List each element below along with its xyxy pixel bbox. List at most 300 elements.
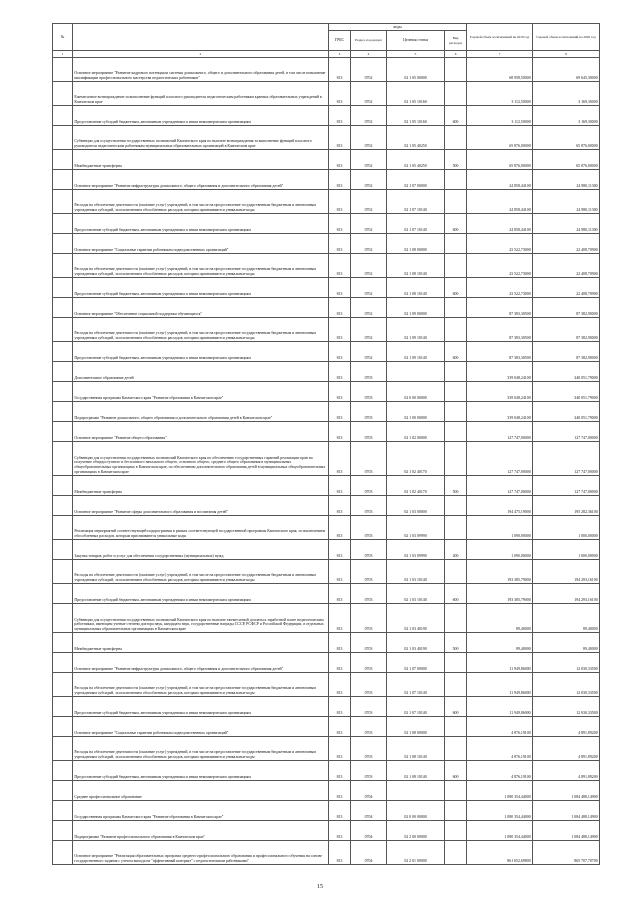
row-celevaya-cell: 02 1 08 00000 bbox=[387, 233, 445, 253]
table-row bbox=[53, 277, 600, 297]
row-volume-2019-cell: 87 383,30500 bbox=[467, 341, 533, 361]
row-name-cell: Расходы на обеспечение деятельности (оказание услуг) учреждений, в том числе на предоставление государственным бюджетным и автономным учреждениям субсидий, за исключением обособленных расходов, которым присваиваются уникальные коды bbox=[73, 189, 329, 213]
table-row bbox=[53, 149, 600, 169]
row-volume-2019-cell: 24 858,44100 bbox=[467, 169, 533, 189]
row-vid-cell: 600 bbox=[445, 213, 467, 233]
row-name-cell: Предоставление субсидий бюджетным, автономным учреждениям и иным некоммерческим организациям bbox=[73, 277, 329, 297]
column-index-row bbox=[53, 51, 600, 58]
row-razdel-cell: 0702 bbox=[351, 233, 387, 253]
row-celevaya-cell bbox=[387, 362, 445, 382]
row-number-cell bbox=[53, 402, 73, 422]
row-celevaya-cell: 02 1 07 10140 bbox=[387, 697, 445, 717]
row-razdel-cell: 0703 bbox=[351, 422, 387, 442]
row-celevaya-cell: 02 1 03 10140 bbox=[387, 560, 445, 584]
header-celevaya: Целевая статья bbox=[387, 31, 445, 51]
row-razdel-cell: 0704 bbox=[351, 781, 387, 801]
row-volume-2020-cell: 3 169,30000 bbox=[533, 81, 600, 105]
row-name-cell: Реализация мероприятий соответствующей подпрограммы в рамках соответствующей государственной программы Камчатского края, за исключением обособленных расходов, которым присваиваются уникальные коды bbox=[73, 516, 329, 540]
index-cell: 5 bbox=[387, 51, 445, 58]
row-volume-2020-cell: 12 030,33500 bbox=[533, 697, 600, 717]
row-number-cell bbox=[53, 781, 73, 801]
table-row bbox=[53, 841, 600, 865]
row-vid-cell bbox=[445, 297, 467, 317]
row-vid-cell bbox=[445, 821, 467, 841]
row-volume-2020-cell: 1 084 488,14900 bbox=[533, 821, 600, 841]
row-vid-cell bbox=[445, 317, 467, 341]
row-volume-2019-cell: 194 475,19000 bbox=[467, 496, 533, 516]
row-volume-2020-cell: 89,40000 bbox=[533, 633, 600, 653]
row-volume-2020-cell: 65 876,00000 bbox=[533, 125, 600, 149]
row-name-cell: Предоставление субсидий бюджетным, автономным учреждениям и иным некоммерческим организациям bbox=[73, 213, 329, 233]
row-vid-cell: 600 bbox=[445, 697, 467, 717]
row-vid-cell bbox=[445, 604, 467, 633]
header-vid: Вид расходов bbox=[445, 31, 467, 51]
row-number-cell bbox=[53, 821, 73, 841]
row-celevaya-cell: 02 1 07 10140 bbox=[387, 213, 445, 233]
row-volume-2020-cell: 127 747,00000 bbox=[533, 422, 600, 442]
row-vid-cell bbox=[445, 496, 467, 516]
row-number-cell bbox=[53, 442, 73, 476]
row-number-cell bbox=[53, 422, 73, 442]
row-name-cell: Государственная программа Камчатского края "Развитие образования в Камчатском крае" bbox=[73, 382, 329, 402]
row-celevaya-cell: 02 1 09 10140 bbox=[387, 317, 445, 341]
row-name-cell: Межбюджетные трансферты bbox=[73, 476, 329, 496]
row-vid-cell bbox=[445, 81, 467, 105]
row-number-cell bbox=[53, 169, 73, 189]
row-volume-2020-cell: 12 030,33500 bbox=[533, 653, 600, 673]
index-cell: 1 bbox=[53, 51, 73, 58]
row-volume-2020-cell: 1 084 488,14900 bbox=[533, 781, 600, 801]
table-row bbox=[53, 362, 600, 382]
row-celevaya-cell: 02 1 03 40190 bbox=[387, 633, 445, 653]
budget-rows bbox=[53, 57, 600, 865]
row-volume-2020-cell: 12 030,33500 bbox=[533, 673, 600, 697]
row-volume-2019-cell: 1 090,00000 bbox=[467, 540, 533, 560]
row-name-cell: Расходы на обеспечение деятельности (оказание услуг) учреждений, в том числе на предоставление государственным бюджетным и автономным учреждениям субсидий, за исключением обособленных расходов, которым присваиваются уникальные коды bbox=[73, 253, 329, 277]
row-celevaya-cell: 02 1 05 40250 bbox=[387, 149, 445, 169]
row-number-cell bbox=[53, 540, 73, 560]
row-razdel-cell: 0703 bbox=[351, 633, 387, 653]
row-grbs-cell: 813 bbox=[329, 560, 351, 584]
index-cell: 2 bbox=[73, 51, 329, 58]
row-grbs-cell: 813 bbox=[329, 633, 351, 653]
row-razdel-cell: 0703 bbox=[351, 516, 387, 540]
row-number-cell bbox=[53, 717, 73, 737]
row-grbs-cell: 813 bbox=[329, 476, 351, 496]
row-razdel-cell: 0702 bbox=[351, 213, 387, 233]
table-row bbox=[53, 169, 600, 189]
header-grbs: ГРБС bbox=[329, 31, 351, 51]
row-name-cell: Подпрограмма "Развитие профессионального образования в Камчатском крае" bbox=[73, 821, 329, 841]
row-vid-cell bbox=[445, 189, 467, 213]
row-number-cell bbox=[53, 761, 73, 781]
row-volume-2019-cell: 24 858,44100 bbox=[467, 213, 533, 233]
page-number: 15 bbox=[317, 884, 323, 890]
row-grbs-cell: 813 bbox=[329, 105, 351, 125]
row-vid-cell bbox=[445, 57, 467, 81]
row-vid-cell bbox=[445, 233, 467, 253]
row-celevaya-cell: 02 1 02 40170 bbox=[387, 442, 445, 476]
index-cell: 7 bbox=[467, 51, 533, 58]
row-volume-2019-cell: 11 949,86000 bbox=[467, 653, 533, 673]
index-cell: 4 bbox=[351, 51, 387, 58]
row-razdel-cell: 0702 bbox=[351, 297, 387, 317]
row-number-cell bbox=[53, 57, 73, 81]
row-razdel-cell: 0703 bbox=[351, 540, 387, 560]
row-number-cell bbox=[53, 317, 73, 341]
row-number-cell bbox=[53, 801, 73, 821]
row-number-cell bbox=[53, 81, 73, 105]
row-name-cell: Расходы на обеспечение деятельности (оказание услуг) учреждений, в том числе на предоставление государственным бюджетным и автономным учреждениям субсидий, за исключением обособленных расходов, которым присваиваются уникальные коды bbox=[73, 560, 329, 584]
table-row bbox=[53, 402, 600, 422]
row-volume-2019-cell: 1 080 354,44000 bbox=[467, 821, 533, 841]
row-name-cell: Основное мероприятие "Реализация образовательных программ среднего профессионального образования и профессионального обучения на основе государственного задания с учетом выхода на "эффективный контракт" с педагогическими работниками" bbox=[73, 841, 329, 865]
row-razdel-cell: 0702 bbox=[351, 125, 387, 149]
row-number-cell bbox=[53, 297, 73, 317]
row-volume-2020-cell: 1 000,00000 bbox=[533, 540, 600, 560]
row-name-cell: Предоставление субсидий бюджетным, автономным учреждениям и иным некоммерческим организациям bbox=[73, 105, 329, 125]
row-name-cell: Субвенции для осуществления государственных полномочий Камчатского края по выплате ежемесячной доплаты к заработной плате педагогическим работникам, имеющим ученые степени доктора наук, кандидата наук, государственные награды СССР, РСФСР и Российской Федерации, в отдельных муниципальных образовательных организациях в Камчатском крае bbox=[73, 604, 329, 633]
row-volume-2019-cell: 11 949,86000 bbox=[467, 697, 533, 717]
table-row bbox=[53, 382, 600, 402]
table-row bbox=[53, 253, 600, 277]
row-razdel-cell: 0702 bbox=[351, 149, 387, 169]
row-number-cell bbox=[53, 149, 73, 169]
table-row bbox=[53, 560, 600, 584]
row-razdel-cell: 0702 bbox=[351, 57, 387, 81]
row-vid-cell bbox=[445, 781, 467, 801]
row-volume-2019-cell: 87 383,30500 bbox=[467, 297, 533, 317]
row-volume-2020-cell: 127 747,00000 bbox=[533, 476, 600, 496]
row-grbs-cell: 813 bbox=[329, 317, 351, 341]
row-volume-2019-cell: 89,40000 bbox=[467, 633, 533, 653]
row-volume-2019-cell: 87 383,30500 bbox=[467, 317, 533, 341]
row-vid-cell: 200 bbox=[445, 540, 467, 560]
row-vid-cell bbox=[445, 422, 467, 442]
row-celevaya-cell: 02 1 07 00000 bbox=[387, 169, 445, 189]
row-volume-2019-cell: 4 876,19100 bbox=[467, 737, 533, 761]
row-razdel-cell: 0702 bbox=[351, 105, 387, 125]
row-name-cell: Государственная программа Камчатского края "Развитие образования в Камчатском крае" bbox=[73, 801, 329, 821]
row-number-cell bbox=[53, 633, 73, 653]
row-number-cell bbox=[53, 189, 73, 213]
table-row bbox=[53, 801, 600, 821]
table-row bbox=[53, 673, 600, 697]
row-grbs-cell: 813 bbox=[329, 149, 351, 169]
table-row bbox=[53, 125, 600, 149]
row-number-cell bbox=[53, 673, 73, 697]
row-name-cell: Предоставление субсидий бюджетным, автономным учреждениям и иным некоммерческим организациям bbox=[73, 584, 329, 604]
row-volume-2020-cell: 22 408,70900 bbox=[533, 253, 600, 277]
row-vid-cell: 500 bbox=[445, 476, 467, 496]
row-number-cell bbox=[53, 604, 73, 633]
row-vid-cell bbox=[445, 362, 467, 382]
row-razdel-cell: 0704 bbox=[351, 841, 387, 865]
row-number-cell bbox=[53, 382, 73, 402]
row-name-cell: Предоставление субсидий бюджетным, автономным учреждениям и иным некоммерческим организациям bbox=[73, 761, 329, 781]
row-vid-cell bbox=[445, 402, 467, 422]
table-row bbox=[53, 317, 600, 341]
row-vid-cell bbox=[445, 125, 467, 149]
row-razdel-cell: 0703 bbox=[351, 496, 387, 516]
row-name-cell: Ежемесячное вознаграждение за выполнение функций классного руководителя педагогическим работникам краевых образовательных учреждений в Камчатском крае bbox=[73, 81, 329, 105]
row-celevaya-cell: 02 2 00 00000 bbox=[387, 821, 445, 841]
row-razdel-cell: 0703 bbox=[351, 697, 387, 717]
row-razdel-cell: 0703 bbox=[351, 560, 387, 584]
row-name-cell: Среднее профессиональное образование bbox=[73, 781, 329, 801]
row-celevaya-cell: 02 1 09 10140 bbox=[387, 341, 445, 361]
row-grbs-cell: 813 bbox=[329, 604, 351, 633]
row-razdel-cell: 0703 bbox=[351, 717, 387, 737]
row-number-cell bbox=[53, 841, 73, 865]
row-grbs-cell: 813 bbox=[329, 422, 351, 442]
row-celevaya-cell: 02 1 07 10140 bbox=[387, 189, 445, 213]
row-volume-2019-cell: 127 747,00000 bbox=[467, 442, 533, 476]
row-vid-cell: 600 bbox=[445, 584, 467, 604]
row-grbs-cell: 813 bbox=[329, 653, 351, 673]
row-number-cell bbox=[53, 737, 73, 761]
row-razdel-cell: 0703 bbox=[351, 737, 387, 761]
row-celevaya-cell: 02 2 01 00000 bbox=[387, 841, 445, 865]
row-grbs-cell: 813 bbox=[329, 297, 351, 317]
row-razdel-cell: 0703 bbox=[351, 584, 387, 604]
row-volume-2020-cell: 65 876,00000 bbox=[533, 149, 600, 169]
row-volume-2019-cell: 4 876,19100 bbox=[467, 717, 533, 737]
row-grbs-cell: 813 bbox=[329, 673, 351, 697]
row-grbs-cell: 813 bbox=[329, 189, 351, 213]
header-codes: коды bbox=[329, 24, 467, 31]
row-grbs-cell: 813 bbox=[329, 362, 351, 382]
row-celevaya-cell: 02 1 02 40170 bbox=[387, 476, 445, 496]
row-grbs-cell: 813 bbox=[329, 402, 351, 422]
row-grbs-cell: 813 bbox=[329, 737, 351, 761]
row-number-cell bbox=[53, 233, 73, 253]
row-volume-2019-cell: 339 048,24100 bbox=[467, 382, 533, 402]
table-row bbox=[53, 604, 600, 633]
row-celevaya-cell: 02 1 08 00000 bbox=[387, 717, 445, 737]
row-razdel-cell: 0702 bbox=[351, 317, 387, 341]
row-razdel-cell: 0703 bbox=[351, 653, 387, 673]
row-name-cell: Основное мероприятие "Развитие сферы дополнительного образования и воспитания детей" bbox=[73, 496, 329, 516]
row-vid-cell bbox=[445, 841, 467, 865]
row-volume-2020-cell: 340 051,79000 bbox=[533, 382, 600, 402]
row-celevaya-cell: 02 1 08 10140 bbox=[387, 737, 445, 761]
row-volume-2019-cell: 339 048,24100 bbox=[467, 362, 533, 382]
row-number-cell bbox=[53, 362, 73, 382]
row-razdel-cell: 0702 bbox=[351, 169, 387, 189]
row-volume-2019-cell: 65 876,00000 bbox=[467, 149, 533, 169]
table-row bbox=[53, 584, 600, 604]
row-volume-2020-cell: 4 891,89200 bbox=[533, 737, 600, 761]
row-razdel-cell: 0702 bbox=[351, 81, 387, 105]
budget-sheet bbox=[52, 23, 599, 865]
row-celevaya-cell: 02 0 00 00000 bbox=[387, 382, 445, 402]
row-name-cell: Основное мероприятие "Развитие общего образования" bbox=[73, 422, 329, 442]
row-volume-2020-cell: 1 084 488,14900 bbox=[533, 801, 600, 821]
row-grbs-cell: 813 bbox=[329, 781, 351, 801]
row-celevaya-cell: 02 1 05 40250 bbox=[387, 125, 445, 149]
table-row bbox=[53, 341, 600, 361]
row-volume-2020-cell: 22 408,70900 bbox=[533, 277, 600, 297]
row-volume-2019-cell: 23 522,73000 bbox=[467, 277, 533, 297]
row-vid-cell bbox=[445, 653, 467, 673]
index-cell: 6 bbox=[445, 51, 467, 58]
row-volume-2019-cell: 23 522,73000 bbox=[467, 233, 533, 253]
row-volume-2020-cell: 24 980,11300 bbox=[533, 189, 600, 213]
row-vid-cell: 600 bbox=[445, 105, 467, 125]
row-grbs-cell: 813 bbox=[329, 169, 351, 189]
row-name-cell: Предоставление субсидий бюджетным, автономным учреждениям и иным некоммерческим организациям bbox=[73, 341, 329, 361]
row-volume-2020-cell: 4 891,89200 bbox=[533, 761, 600, 781]
row-volume-2019-cell: 193 385,79000 bbox=[467, 584, 533, 604]
row-celevaya-cell: 02 1 05 00000 bbox=[387, 57, 445, 81]
row-volume-2020-cell: 3 169,30000 bbox=[533, 105, 600, 125]
row-razdel-cell: 0704 bbox=[351, 801, 387, 821]
row-volume-2019-cell: 127 747,00000 bbox=[467, 476, 533, 496]
row-vid-cell bbox=[445, 673, 467, 697]
row-number-cell bbox=[53, 584, 73, 604]
row-grbs-cell: 813 bbox=[329, 761, 351, 781]
table-row bbox=[53, 297, 600, 317]
table-row bbox=[53, 81, 600, 105]
budget-table bbox=[52, 23, 600, 865]
row-vid-cell: 600 bbox=[445, 341, 467, 361]
row-celevaya-cell: 02 1 03 40190 bbox=[387, 604, 445, 633]
row-volume-2019-cell: 1 080 354,44000 bbox=[467, 781, 533, 801]
row-volume-2019-cell: 4 876,19100 bbox=[467, 761, 533, 781]
row-number-cell bbox=[53, 253, 73, 277]
row-volume-2020-cell: 87 382,90000 bbox=[533, 297, 600, 317]
row-volume-2020-cell: 22 408,70900 bbox=[533, 233, 600, 253]
row-volume-2020-cell: 87 382,90000 bbox=[533, 317, 600, 341]
table-row bbox=[53, 189, 600, 213]
index-cell: 3 bbox=[329, 51, 351, 58]
index-cell: 8 bbox=[533, 51, 600, 58]
row-razdel-cell: 0703 bbox=[351, 402, 387, 422]
row-volume-2020-cell: 194 293,16100 bbox=[533, 584, 600, 604]
row-grbs-cell: 813 bbox=[329, 81, 351, 105]
row-volume-2019-cell: 89,40000 bbox=[467, 604, 533, 633]
row-razdel-cell: 0703 bbox=[351, 362, 387, 382]
row-number-cell bbox=[53, 560, 73, 584]
row-volume-2019-cell: 65 876,00000 bbox=[467, 125, 533, 149]
header-volume-2020: Годовой объем ассигнований на 2020 год bbox=[533, 24, 600, 51]
row-vid-cell: 500 bbox=[445, 633, 467, 653]
row-razdel-cell: 0703 bbox=[351, 604, 387, 633]
row-celevaya-cell: 02 1 05 10160 bbox=[387, 105, 445, 125]
row-volume-2020-cell: 127 747,00000 bbox=[533, 442, 600, 476]
header-volume-2019: Годовой объем ассигнований на 2019 год bbox=[467, 24, 533, 51]
row-vid-cell bbox=[445, 382, 467, 402]
row-volume-2020-cell: 340 051,79000 bbox=[533, 362, 600, 382]
table-row bbox=[53, 233, 600, 253]
row-grbs-cell: 813 bbox=[329, 801, 351, 821]
row-celevaya-cell: 02 1 07 10140 bbox=[387, 673, 445, 697]
row-name-cell: Расходы на обеспечение деятельности (оказание услуг) учреждений, в том числе на предоставление государственным бюджетным и автономным учреждениям субсидий, за исключением обособленных расходов, которым присваиваются уникальные коды bbox=[73, 673, 329, 697]
row-name-cell: Предоставление субсидий бюджетным, автономным учреждениям и иным некоммерческим организациям bbox=[73, 697, 329, 717]
row-grbs-cell: 813 bbox=[329, 496, 351, 516]
table-row bbox=[53, 821, 600, 841]
table-row bbox=[53, 213, 600, 233]
row-celevaya-cell: 02 1 03 10140 bbox=[387, 584, 445, 604]
row-number-cell bbox=[53, 341, 73, 361]
row-razdel-cell: 0703 bbox=[351, 673, 387, 697]
row-grbs-cell: 813 bbox=[329, 233, 351, 253]
row-grbs-cell: 813 bbox=[329, 584, 351, 604]
row-grbs-cell: 813 bbox=[329, 57, 351, 81]
row-razdel-cell: 0702 bbox=[351, 341, 387, 361]
row-number-cell bbox=[53, 653, 73, 673]
row-volume-2020-cell: 195 282,36100 bbox=[533, 496, 600, 516]
row-number-cell bbox=[53, 516, 73, 540]
row-number-cell bbox=[53, 277, 73, 297]
row-name-cell: Расходы на обеспечение деятельности (оказание услуг) учреждений, в том числе на предоставление государственным бюджетным и автономным учреждениям субсидий, за исключением обособленных расходов, которым присваиваются уникальные коды bbox=[73, 737, 329, 761]
row-volume-2019-cell: 1 090,00000 bbox=[467, 516, 533, 540]
header-name bbox=[73, 24, 329, 51]
table-row bbox=[53, 57, 600, 81]
row-number-cell bbox=[53, 496, 73, 516]
table-row bbox=[53, 697, 600, 717]
row-number-cell bbox=[53, 105, 73, 125]
table-row bbox=[53, 653, 600, 673]
row-vid-cell bbox=[445, 442, 467, 476]
row-celevaya-cell: 02 1 08 10140 bbox=[387, 761, 445, 781]
row-volume-2019-cell: 1 080 354,44000 bbox=[467, 801, 533, 821]
row-volume-2019-cell: 339 048,24100 bbox=[467, 402, 533, 422]
table-row bbox=[53, 781, 600, 801]
row-celevaya-cell: 02 1 03 09990 bbox=[387, 540, 445, 560]
row-celevaya-cell: 02 1 09 00000 bbox=[387, 297, 445, 317]
row-grbs-cell: 813 bbox=[329, 213, 351, 233]
row-razdel-cell: 0702 bbox=[351, 277, 387, 297]
row-volume-2020-cell: 865 707,70700 bbox=[533, 841, 600, 865]
row-volume-2019-cell: 193 385,79000 bbox=[467, 560, 533, 584]
row-volume-2020-cell: 4 891,89200 bbox=[533, 717, 600, 737]
table-row bbox=[53, 105, 600, 125]
row-grbs-cell: 813 bbox=[329, 253, 351, 277]
row-vid-cell bbox=[445, 560, 467, 584]
row-volume-2019-cell: 861 652,69800 bbox=[467, 841, 533, 865]
table-row bbox=[53, 442, 600, 476]
row-volume-2020-cell: 69 645,30000 bbox=[533, 57, 600, 81]
row-name-cell: Дополнительное образование детей bbox=[73, 362, 329, 382]
row-number-cell bbox=[53, 213, 73, 233]
table-row bbox=[53, 633, 600, 653]
row-name-cell: Межбюджетные трансферты bbox=[73, 633, 329, 653]
row-celevaya-cell: 02 1 08 10140 bbox=[387, 253, 445, 277]
row-razdel-cell: 0703 bbox=[351, 476, 387, 496]
row-number-cell bbox=[53, 125, 73, 149]
row-volume-2019-cell: 3 112,50000 bbox=[467, 81, 533, 105]
table-row bbox=[53, 540, 600, 560]
row-vid-cell bbox=[445, 253, 467, 277]
row-volume-2020-cell: 24 980,11300 bbox=[533, 213, 600, 233]
row-name-cell: Основное мероприятие "Обеспечение социальной поддержки обучающихся" bbox=[73, 297, 329, 317]
row-volume-2020-cell: 89,40000 bbox=[533, 604, 600, 633]
row-volume-2019-cell: 11 949,86000 bbox=[467, 673, 533, 697]
row-name-cell: Основное мероприятие "Развитие инфраструктуры дошкольного, общего образования и дополнительного образования детей" bbox=[73, 653, 329, 673]
row-grbs-cell: 813 bbox=[329, 125, 351, 149]
table-row bbox=[53, 737, 600, 761]
row-volume-2019-cell: 23 522,73000 bbox=[467, 253, 533, 277]
row-volume-2019-cell: 24 858,44100 bbox=[467, 189, 533, 213]
row-grbs-cell: 813 bbox=[329, 442, 351, 476]
table-row bbox=[53, 516, 600, 540]
row-volume-2020-cell: 87 382,90000 bbox=[533, 341, 600, 361]
table-row bbox=[53, 476, 600, 496]
row-celevaya-cell: 02 1 03 00000 bbox=[387, 496, 445, 516]
row-volume-2020-cell: 24 980,11300 bbox=[533, 169, 600, 189]
